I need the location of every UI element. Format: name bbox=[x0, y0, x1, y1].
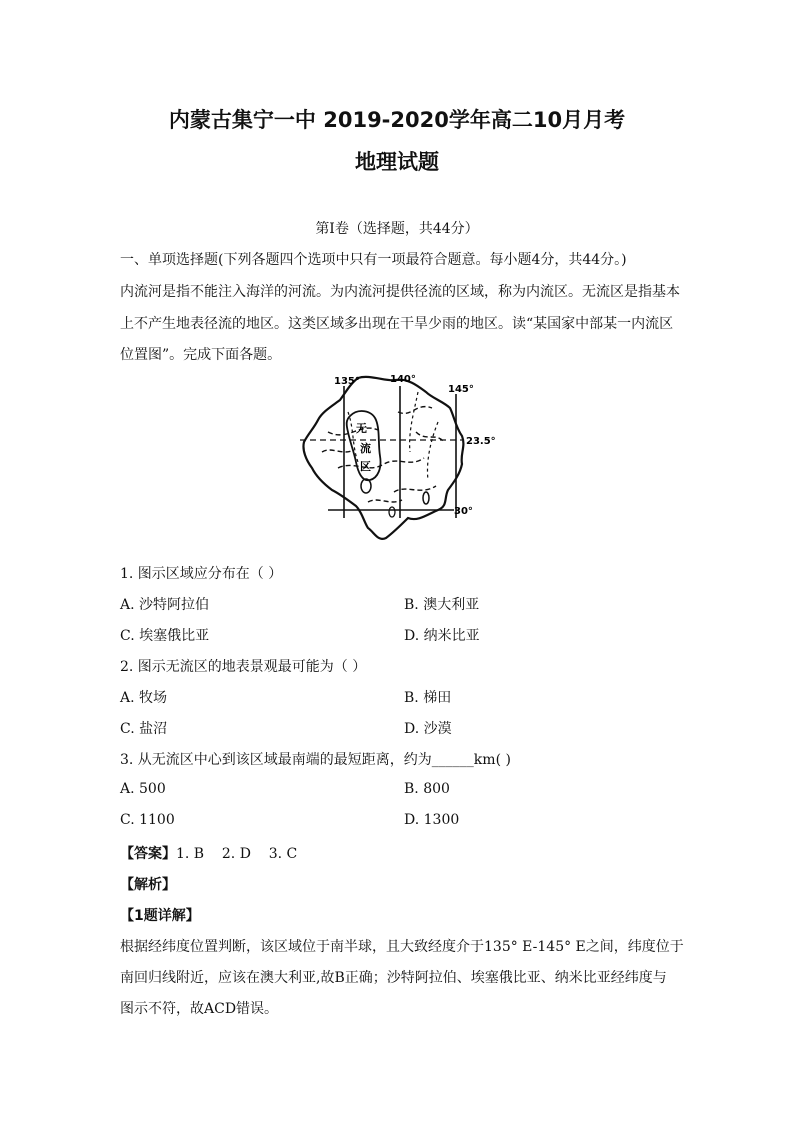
question-2-stem: 2. 图示无流区的地表景观最可能为（ ） bbox=[120, 659, 367, 675]
question-3-stem: 3. 从无流区中心到该区域最南端的最短距离，约为______km( ) bbox=[120, 752, 511, 768]
answer-line bbox=[120, 843, 297, 863]
analysis-line-3: 图示不符，故ACD错误。 bbox=[120, 1001, 279, 1017]
lake bbox=[423, 492, 429, 504]
answer-label: 【答案】 bbox=[120, 846, 176, 862]
label-lat235: 23.5° bbox=[466, 436, 496, 447]
inland-drainage-map bbox=[298, 372, 503, 544]
document-title: 内蒙古集宁一中 2019-2020学年高二10月月考 bbox=[168, 108, 626, 132]
q3-option-a: A. 500 bbox=[120, 781, 166, 797]
q2-option-a: A. 牧场 bbox=[120, 690, 168, 706]
q1-option-a: A. 沙特阿拉伯 bbox=[120, 597, 210, 613]
analysis-line-2: 南回归线附近，应该在澳大利亚,故B正确；沙特阿拉伯、埃塞俄比亚、纳米比亚经纬度与 bbox=[120, 970, 667, 986]
q1-option-c: C. 埃塞俄比亚 bbox=[120, 628, 210, 644]
q1-option-b: B. 澳大利亚 bbox=[404, 597, 480, 613]
region-boundary bbox=[303, 377, 463, 539]
intro-line-1: 内流河是指不能注入海洋的河流。为内流河提供径流的区域，称为内流区。无流区是指基本 bbox=[120, 284, 680, 300]
label-lat30: 30° bbox=[454, 506, 473, 517]
q3-option-c: C. 1100 bbox=[120, 812, 175, 828]
document-subtitle: 地理试题 bbox=[355, 150, 439, 174]
part-heading: 一、单项选择题(下列各题四个选项中只有一项最符合题意。每小题4分，共44分。) bbox=[120, 252, 627, 268]
label-lon135: 135° bbox=[334, 376, 360, 387]
label-no-flow-1: 无 bbox=[356, 422, 367, 435]
volume-heading: 第I卷（选择题，共44分） bbox=[315, 221, 479, 237]
q3-option-b: B. 800 bbox=[404, 781, 450, 797]
q3-option-d: D. 1300 bbox=[404, 812, 460, 828]
label-lon140: 140° bbox=[390, 374, 416, 385]
analysis-label: 【解析】 bbox=[120, 877, 176, 893]
question-1-stem: 1. 图示区域应分布在（ ） bbox=[120, 566, 283, 582]
river-network bbox=[322, 407, 444, 502]
label-no-flow-3: 区 bbox=[360, 460, 371, 473]
q1-detail-label: 【1题详解】 bbox=[120, 908, 200, 924]
answer-text: 1. B 2. D 3. C bbox=[176, 846, 298, 862]
intro-line-3: 位置图”。完成下面各题。 bbox=[120, 347, 282, 363]
q2-option-d: D. 沙漠 bbox=[404, 721, 452, 737]
label-lon145: 145° bbox=[448, 384, 474, 395]
lake bbox=[389, 507, 395, 517]
lake bbox=[361, 479, 371, 493]
q1-option-d: D. 纳米比亚 bbox=[404, 628, 480, 644]
q2-option-c: C. 盐沼 bbox=[120, 721, 168, 737]
q2-option-b: B. 梯田 bbox=[404, 690, 452, 706]
analysis-line-1: 根据经纬度位置判断，该区域位于南半球，且大致经度介于135° E-145° E之间，纬度位于 bbox=[120, 939, 684, 955]
label-no-flow-2: 流 bbox=[360, 442, 371, 455]
intro-line-2: 上不产生地表径流的地区。这类区域多出现在干旱少雨的地区。读“某国家中部某一内流区 bbox=[120, 316, 674, 332]
